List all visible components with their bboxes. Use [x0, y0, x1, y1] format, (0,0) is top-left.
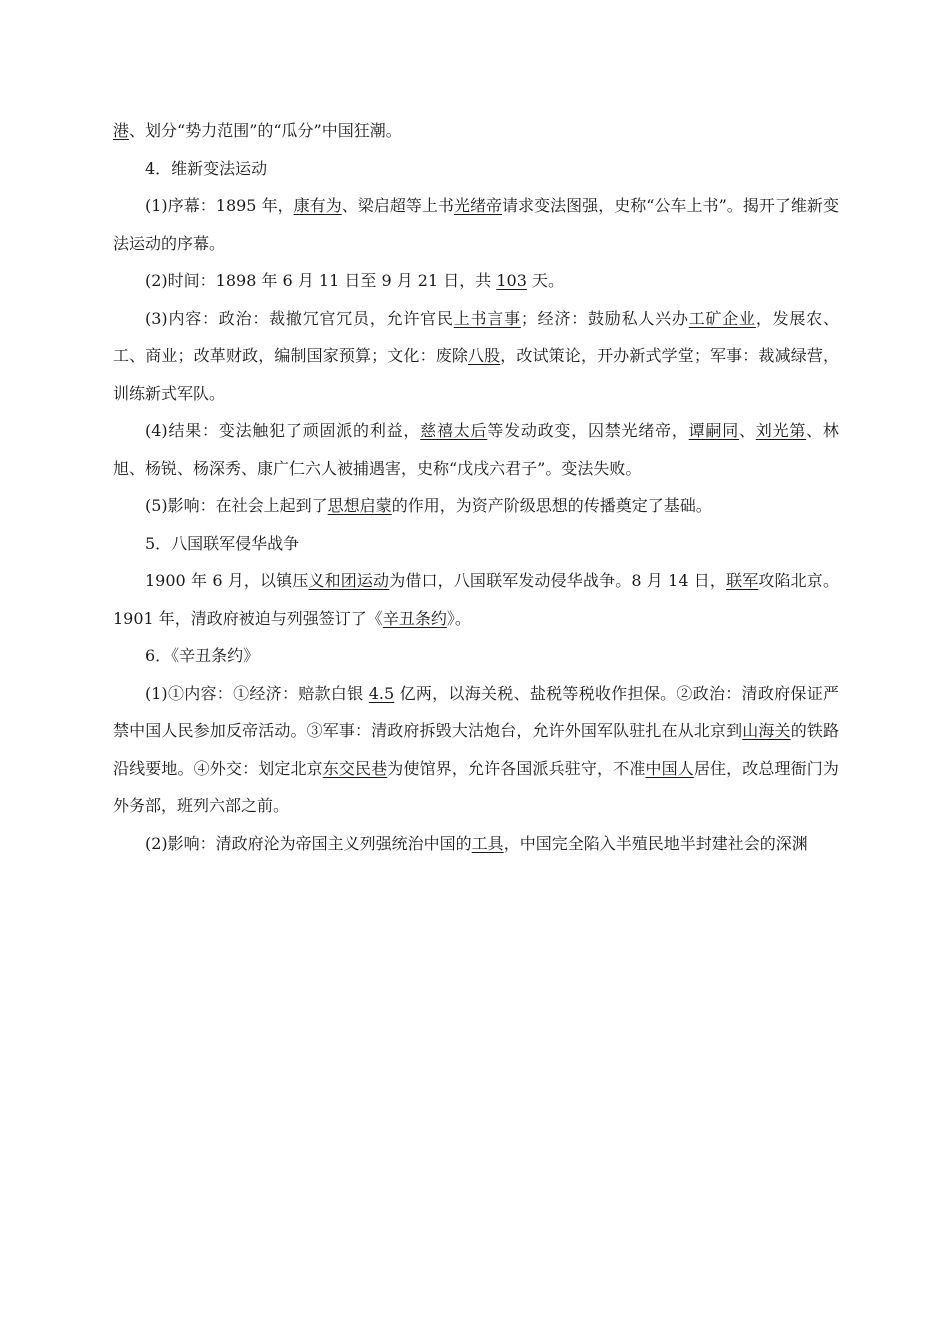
text-run: (1)序幕：1895 年，	[145, 196, 294, 215]
text-run: (2)时间：1898 年 6 月 11 日至 9 月 21 日，共	[145, 271, 497, 290]
section-heading-eight-nation-alliance	[113, 525, 839, 563]
text-run: 、划分“势力范围”的“瓜分”中国狂潮。	[129, 121, 402, 140]
paragraph-impact	[113, 487, 839, 525]
paragraph-content	[113, 300, 839, 413]
paragraph-result	[113, 412, 839, 487]
underlined-term: 4.5	[368, 683, 395, 703]
underlined-term: 思想启蒙	[327, 496, 392, 515]
text-run: 的作用，为资产阶级思想的传播奠定了基础。	[391, 496, 712, 515]
text-run: ，发展农、工、商业；改革财政，编制国家预算；文化：废除	[113, 308, 839, 365]
text-run: ，中国完全陷入半殖民地半封建社会的深渊	[503, 833, 808, 853]
underlined-term: 工具	[471, 833, 504, 853]
document-page	[113, 112, 839, 862]
text-run: 、梁启超等上书	[341, 196, 454, 215]
text-run: 5．八国联军侵华战争	[145, 533, 300, 553]
text-run: (5)影响：在社会上起到了	[145, 496, 328, 515]
underlined-term: 谭嗣同	[688, 421, 740, 440]
text-run: 、	[739, 421, 756, 440]
section-heading-reform-movement	[113, 150, 839, 188]
text-run: 的铁路沿线要地。④外交：划定北京	[113, 721, 839, 778]
text-run: 》。	[446, 608, 471, 628]
text-run: 6．《辛丑条约》	[145, 646, 260, 665]
text-run: 4．维新变法运动	[145, 158, 268, 178]
paragraph-prelude	[113, 187, 839, 262]
underlined-term: 工矿企业	[688, 308, 756, 328]
text-run: 居住，改总理衙门为外务部，班列六部之前。	[113, 758, 839, 815]
underlined-term: 中国人	[645, 758, 694, 778]
text-run: 亿两，以海关税、盐税等税收作担保。②政治：清政府保证严禁中国人民参加反帝活动。③军事：清政府拆毁大沽炮台，允许外国军队驻扎在从北京到	[113, 683, 839, 740]
underlined-term: 联军	[726, 571, 759, 590]
text-run: 为使馆界，允许各国派兵驻守，不准	[387, 758, 646, 778]
underlined-term: 东交民巷	[322, 758, 388, 778]
text-run: 等发动政变，囚禁光绪帝，	[487, 421, 689, 440]
text-run: (2)影响：清政府沦为帝国主义列强统治中国的	[145, 833, 472, 853]
text-run: 1900 年 6 月，以镇压	[145, 571, 309, 590]
underlined-term: 上书言事	[453, 308, 521, 328]
underlined-term: 义和团运动	[308, 571, 390, 590]
underlined-term: 慈禧太后	[420, 421, 488, 440]
underlined-term: 港	[113, 121, 130, 140]
underlined-term: 辛丑条约	[382, 608, 447, 628]
text-run: ；经济：鼓励私人兴办	[520, 308, 689, 328]
underlined-term: 八股	[467, 346, 501, 365]
text-run: ，改试策论，开办新式学堂；军事：裁减绿营，训练新式军队。	[113, 346, 839, 403]
paragraph-invasion	[113, 562, 839, 637]
paragraph-protocol-impact	[113, 825, 839, 863]
underlined-term: 103	[496, 271, 527, 290]
text-run: (4)结果：变法触犯了顽固派的利益，	[145, 421, 421, 440]
underlined-term: 刘光第	[755, 421, 807, 440]
text-run: 、林旭、杨锐、杨深秀、康广仁六人被捕遇害，史称“戊戌六君子”。变法失败。	[113, 421, 839, 478]
text-run: 攻陷北京。1901 年，清政府被迫与列强签订了《	[113, 571, 839, 628]
text-run: (1)①内容：①经济：赔款白银	[145, 683, 369, 703]
section-heading-boxer-protocol	[113, 637, 839, 675]
paragraph-time	[113, 262, 839, 300]
underlined-term: 光绪帝	[453, 196, 503, 215]
text-run: 请求变法图强，史称“公车上书”。揭开了维新变法运动的序幕。	[113, 196, 839, 253]
underlined-term: 山海关	[742, 721, 791, 740]
text-run: (3)内容：政治：裁撤冗官冗员，允许官民	[145, 308, 454, 328]
paragraph-fragment-gang	[113, 112, 839, 150]
paragraph-protocol-content	[113, 675, 839, 825]
underlined-term: 康有为	[293, 196, 342, 215]
text-run: 天。	[526, 271, 564, 290]
text-run: 为借口，八国联军发动侵华战争。8 月 14 日，	[389, 571, 727, 590]
